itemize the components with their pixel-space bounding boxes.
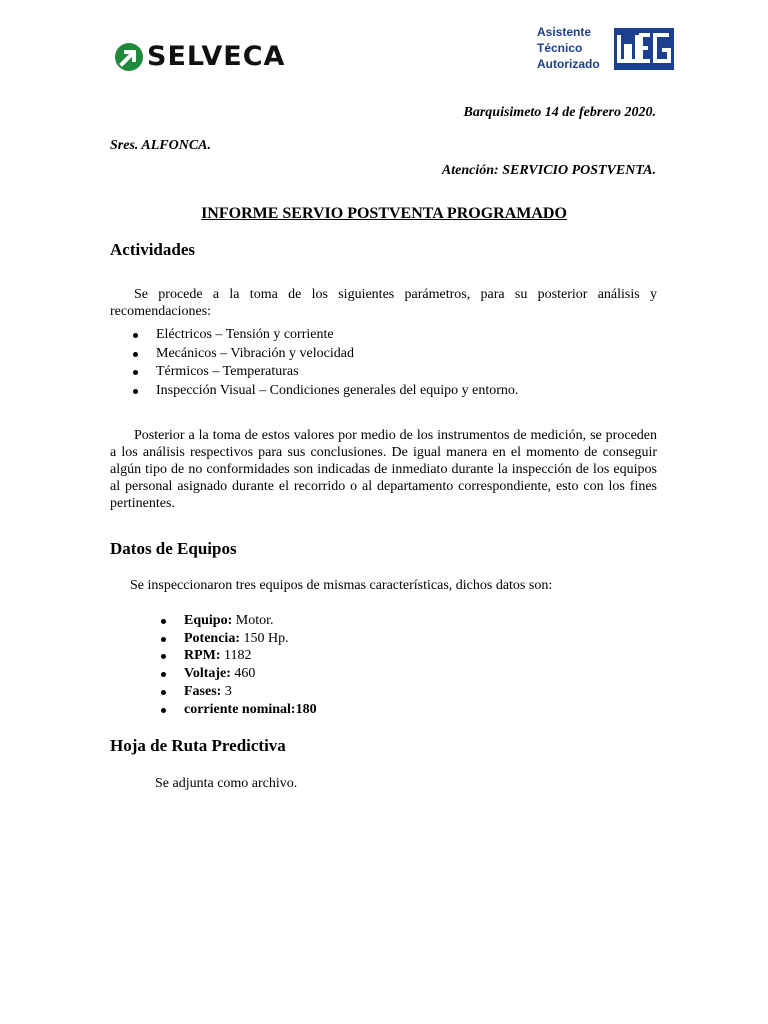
report-title: INFORME SERVIO POSTVENTA PROGRAMADO [201, 205, 567, 222]
weg-authorized-badge [537, 24, 677, 74]
actividades-list [156, 326, 518, 400]
actividades-paragraph: Posterior a la toma de estos valores por medio de los instrumentos de medición, se proceden a los análisis respectivos para sus conclusiones. De igual manera en el momento de conseguir algún tipo de no conformidades son indicadas de inmediato durante la inspección de los equipos al personal asignado durante el recorrido o al departamento correspondiente, esto con los fines pertinentes. [110, 428, 657, 511]
list-item: Inspección Visual – Condiciones generales del equipo y entorno. [156, 382, 518, 401]
selveca-logo-text: SELVECA [147, 41, 286, 72]
weg-logo-icon [614, 28, 674, 70]
list-item: Térmicos – Temperaturas [156, 363, 518, 382]
actividades-intro: Se procede a la toma de los siguientes parámetros, para su posterior análisis y recomendaciones: [110, 287, 657, 319]
list-item: Potencia: 150 Hp. [184, 630, 317, 648]
section-heading-hoja-ruta: Hoja de Ruta Predictiva [110, 736, 286, 755]
datos-equipos-intro: Se inspeccionaron tres equipos de mismas características, dichos datos son: [130, 578, 553, 593]
bullet-icon [133, 352, 138, 357]
section-heading-actividades: Actividades [110, 240, 195, 259]
letter-recipient: Sres. ALFONCA. [110, 138, 212, 153]
list-item: Eléctricos – Tensión y corriente [156, 326, 518, 345]
letter-attention: Atención: SERVICIO POSTVENTA. [441, 163, 656, 178]
bullet-icon [133, 370, 138, 375]
selveca-arrow-icon [114, 42, 144, 72]
list-item: RPM: 1182 [184, 647, 317, 665]
section-heading-datos-equipos: Datos de Equipos [110, 539, 237, 558]
bullet-icon [161, 637, 166, 642]
letter-date: Barquisimeto 14 de febrero 2020. [463, 105, 656, 120]
bullet-icon [133, 389, 138, 394]
hoja-ruta-text: Se adjunta como archivo. [155, 776, 298, 791]
weg-line-3: Autorizado [537, 57, 600, 71]
bullet-icon [161, 619, 166, 624]
bullet-icon [161, 708, 166, 713]
bullet-icon [133, 333, 138, 338]
list-item: corriente nominal:180 [184, 701, 317, 719]
list-item: Mecánicos – Vibración y velocidad [156, 345, 518, 364]
bullet-icon [161, 690, 166, 695]
list-item: Voltaje: 460 [184, 665, 317, 683]
bullet-icon [161, 654, 166, 659]
weg-line-1: Asistente [537, 25, 592, 39]
weg-badge-text [537, 24, 600, 72]
bullet-icon [161, 672, 166, 677]
equipment-data-list [184, 612, 317, 718]
list-item: Fases: 3 [184, 683, 317, 701]
selveca-logo [114, 40, 334, 74]
weg-line-2: Técnico [537, 41, 583, 55]
list-item: Equipo: Motor. [184, 612, 317, 630]
